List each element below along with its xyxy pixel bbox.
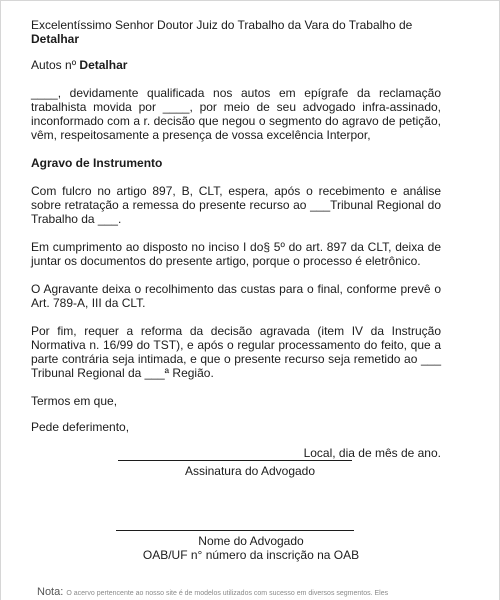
footer-note	[37, 586, 457, 600]
pede-line: Pede deferimento,	[31, 420, 130, 434]
lawyer-signature-label: Assinatura do Advogado	[184, 464, 316, 478]
autos-bold: Detalhar	[79, 58, 128, 72]
document-content	[31, 18, 441, 460]
section-title: Agravo de Instrumento	[31, 156, 163, 170]
termos-line: Termos em que,	[31, 394, 118, 408]
local-date-line: Local, dia de mês de ano.	[303, 446, 441, 460]
autos-line	[31, 58, 441, 72]
lawyer-name-line	[116, 530, 354, 531]
lawyer-name-label: Nome do Advogado	[198, 534, 304, 548]
intro-paragraph: ____, devidamente qualificada nos autos em epígrafe da reclamação trabalhista movida por ____, por meio de seu advogado infra-assinado, inconformado com a r. decisão que negou o segmento do agravo de petição, vêm, respeitosamente a presença de vossa excelência Interpor,	[31, 86, 441, 142]
lawyer-name-block	[1, 530, 500, 562]
addressee-text: Excelentíssimo Senhor Doutor Juiz do Trabalho da Vara do Trabalho de	[31, 18, 413, 32]
paragraph-1: Com fulcro no artigo 897, B, CLT, espera, após o recebimento e análise sobre retratação a remessa do presente recurso ao ___Tribunal Regional do Trabalho da ___.	[31, 184, 441, 226]
autos-label: Autos nº	[31, 58, 77, 72]
lawyer-signature-block	[1, 460, 500, 478]
note-label: Nota:	[37, 586, 64, 598]
paragraph-2: Em cumprimento ao disposto no inciso I do§ 5º do art. 897 da CLT, deixa de juntar os documentos do presente artigo, porque o processo é eletrônico.	[31, 240, 441, 268]
lawyer-signature-line	[118, 460, 352, 461]
addressee-bold: Detalhar	[31, 32, 80, 46]
oab-label: OAB/UF n° número da inscrição na OAB	[142, 548, 360, 562]
paragraph-3: O Agravante deixa o recolhimento das custas para o final, conforme prevê o Art. 789-A, III da CLT.	[31, 282, 441, 310]
paragraph-4: Por fim, requer a reforma da decisão agravada (item IV da Instrução Normativa n. 16/99 do TST), e após o regular processamento do feito, que a parte contrária seja intimada, e que o presente recurso seja remetido ao ___ Tribunal Regional da ___ª Região.	[31, 324, 441, 380]
note-text: O acervo pertencente ao nosso site é de modelos utilizados com sucesso em diversos segmentos. Eles	[66, 590, 389, 597]
addressee-line	[31, 18, 441, 46]
